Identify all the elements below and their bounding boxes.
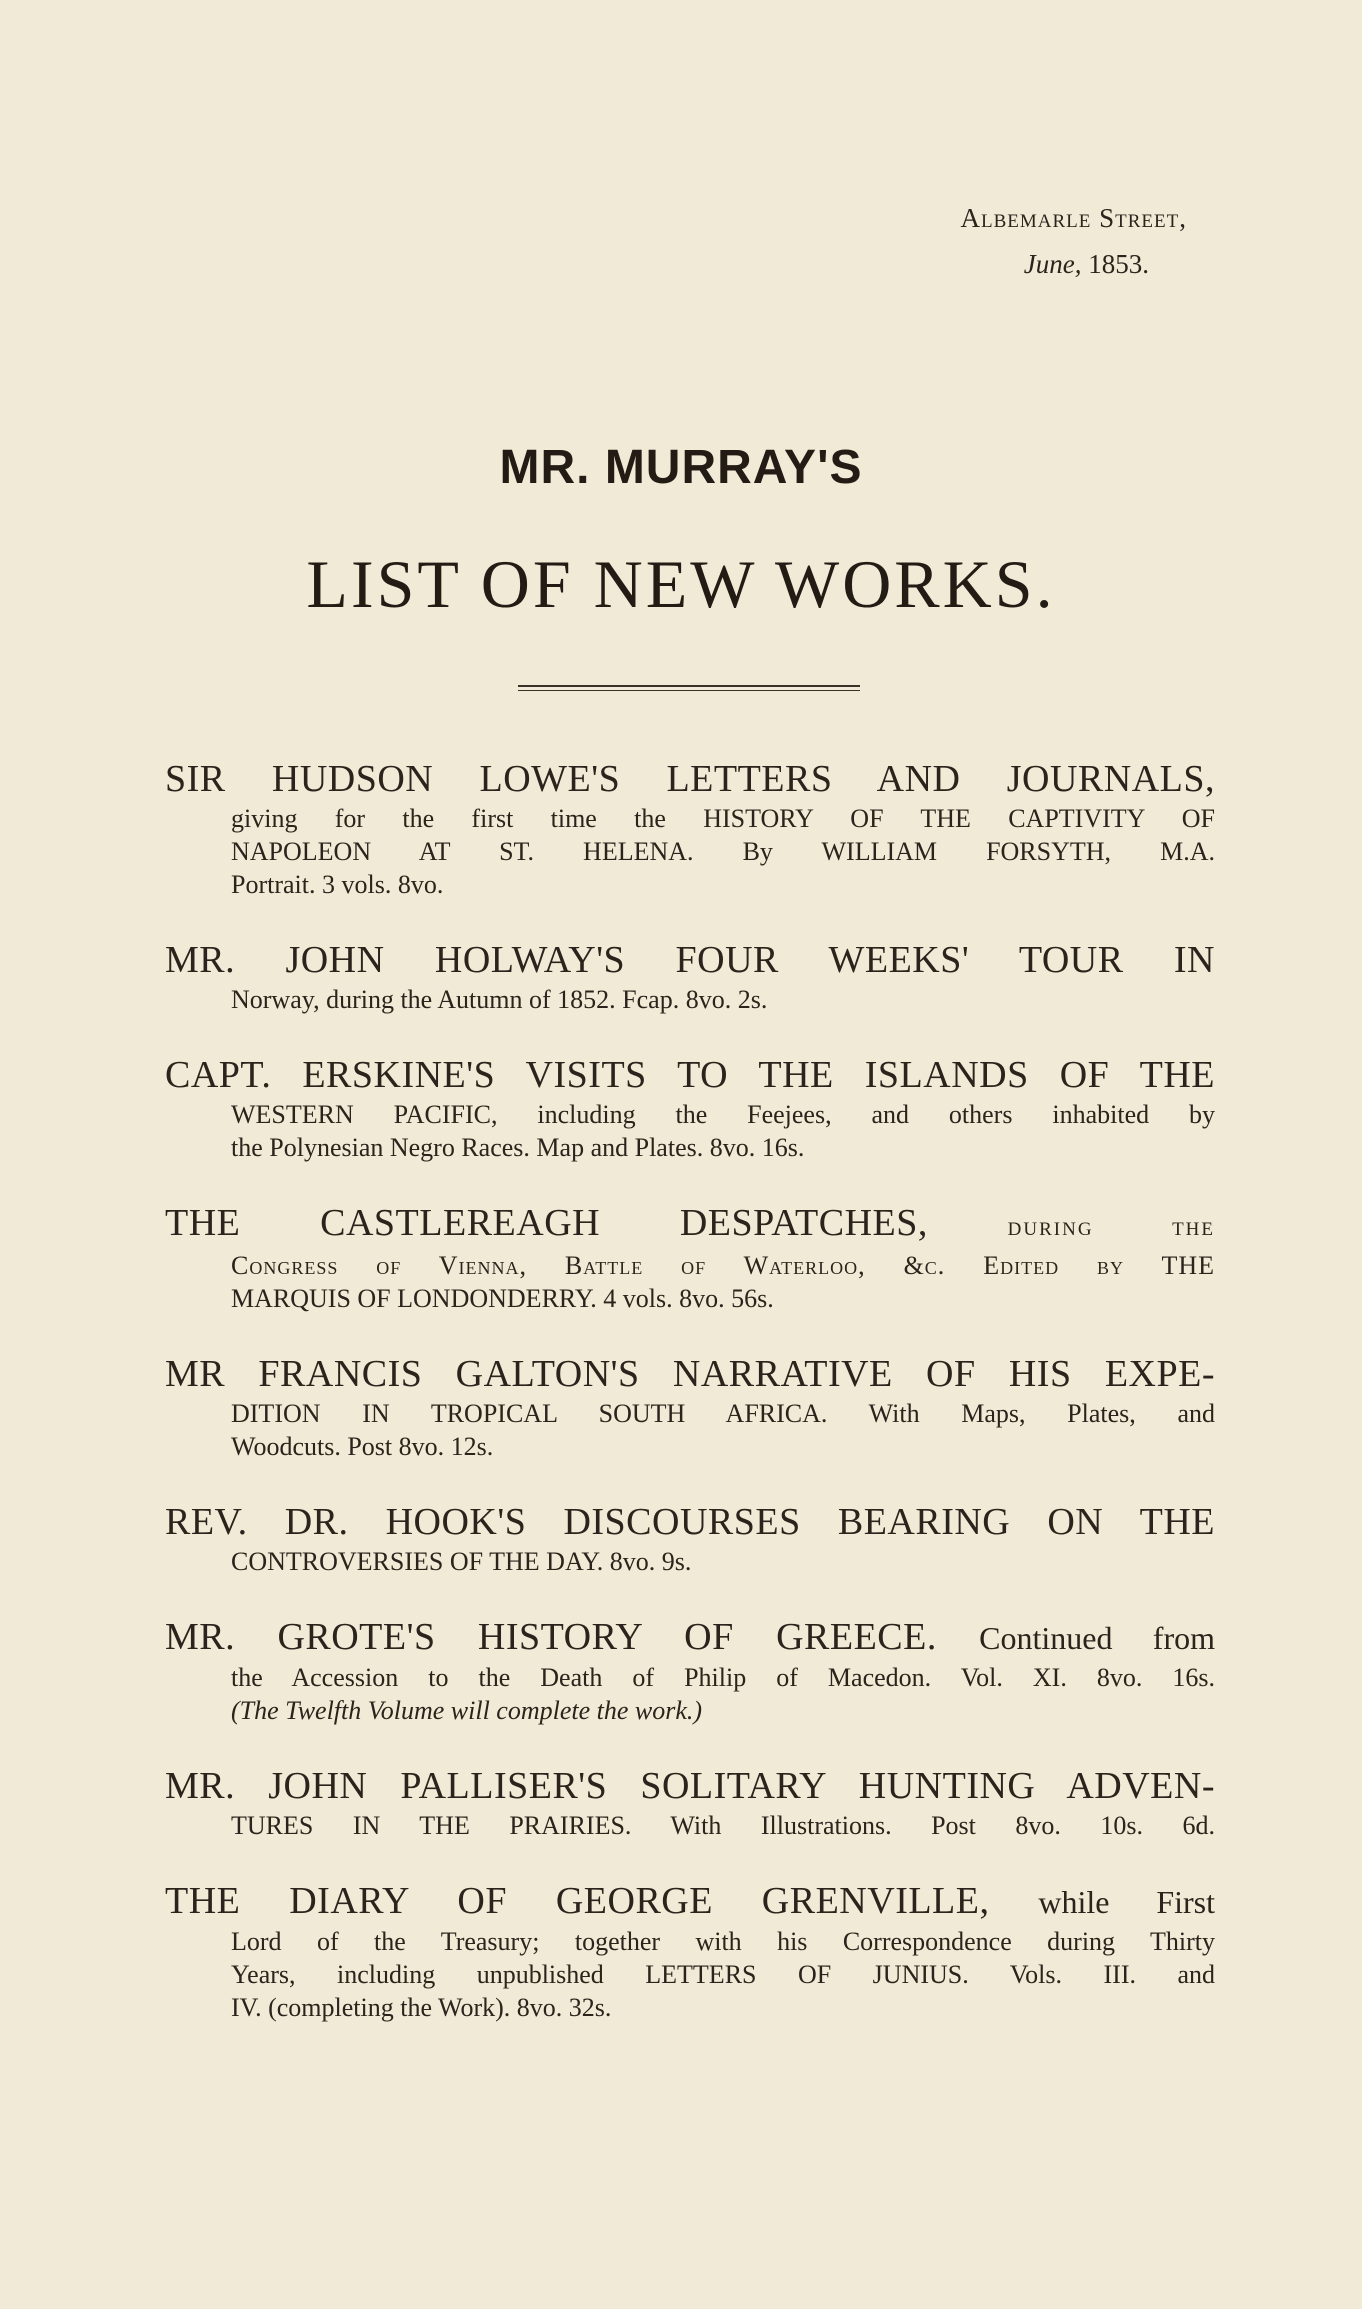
entry-line: Years, including unpublished LETTERS OF JUNIUS. Vols. III. and [231,1960,1215,1989]
entry-line [231,1694,1215,1727]
entry-heading-main: THE DIARY OF GEORGE GRENVILLE, [165,1880,990,1922]
list-item [165,1614,1215,1727]
entry-heading: CAPT. ERSKINE'S VISITS TO THE ISLANDS OF THE [165,1054,1215,1096]
address-year: 1853. [1088,249,1149,279]
list-item [165,756,1215,901]
publisher-title: MR. MURRAY'S [499,441,863,494]
entry-line: WESTERN PACIFIC, including the Feejees, and others inhabited by [231,1100,1215,1129]
list-item [165,1763,1215,1842]
entry-line: TURES IN THE PRAIRIES. With Illustrations. Post 8vo. 10s. 6d. [231,1811,1215,1840]
entry-heading: MR. JOHN PALLISER'S SOLITARY HUNTING ADVEN- [165,1765,1215,1807]
entry-line: Portrait. 3 vols. 8vo. [231,870,444,899]
entry-description [165,1925,1215,2024]
list-item [165,1878,1215,2024]
title-divider [518,685,860,691]
entry-line: MARQUIS OF LONDONDERRY. 4 vols. 8vo. 56s. [231,1284,774,1313]
entry-heading [165,1878,1215,1925]
entry-line: giving for the first time the HISTORY OF THE CAPTIVITY OF [231,804,1215,833]
entry-description [165,1809,1215,1842]
entry-heading-tail: Continued from [979,1620,1215,1656]
entry-description [165,1397,1215,1463]
entry-line: Lord of the Treasury; together with his Correspondence during Thirty [231,1927,1215,1956]
entry-heading-tail: while First [1038,1884,1216,1920]
entry-heading-tail: during the [1007,1211,1215,1241]
list-title: LIST OF NEW WORKS. [306,546,1056,622]
address-date [961,241,1188,287]
entry-heading: SIR HUDSON LOWE'S LETTERS AND JOURNALS, [165,758,1215,800]
list-item [165,1351,1215,1463]
entry-description [165,1098,1215,1164]
entry-line: DITION IN TROPICAL SOUTH AFRICA. With Maps, Plates, and [231,1399,1215,1428]
entry-heading: MR FRANCIS GALTON'S NARRATIVE OF HIS EXPE- [165,1353,1215,1395]
entry-line: NAPOLEON AT ST. HELENA. By WILLIAM FORSYTH, M.A. [231,837,1215,866]
entry-line: Woodcuts. Post 8vo. 12s. [231,1432,494,1461]
entry-line: Norway, during the Autumn of 1852. Fcap. 8vo. 2s. [231,985,768,1014]
entry-heading [165,1614,1215,1661]
entry-line: Congress of Vienna, Battle of Waterloo, &c. Edited by THE [231,1251,1215,1280]
address-month: June, [1023,249,1082,279]
works-list [165,756,1215,2060]
entry-note: (The Twelfth Volume will complete the work.) [231,1696,703,1725]
address-block [961,195,1188,287]
entry-heading-main: MR. GROTE'S HISTORY OF GREECE. [165,1616,937,1658]
address-street: Albemarle Street, [960,203,1187,233]
entry-line: CONTROVERSIES OF THE DAY. 8vo. 9s. [231,1547,692,1576]
entry-description [165,983,1215,1016]
list-item [165,1052,1215,1164]
entry-heading [165,1200,1215,1249]
entry-line: the Accession to the Death of Philip of Macedon. Vol. XI. 8vo. 16s. [231,1663,1215,1692]
entry-line: IV. (completing the Work). 8vo. 32s. [231,1993,612,2022]
entry-description [165,1545,1215,1578]
list-item [165,1200,1215,1315]
list-item [165,1499,1215,1578]
entry-description [165,1661,1215,1727]
entry-description [165,802,1215,901]
entry-description [165,1249,1215,1315]
entry-line: the Polynesian Negro Races. Map and Plates. 8vo. 16s. [231,1133,805,1162]
entry-heading: REV. DR. HOOK'S DISCOURSES BEARING ON THE [165,1501,1215,1543]
entry-heading-main: THE CASTLEREAGH DESPATCHES, [165,1202,928,1244]
list-item [165,937,1215,1016]
entry-heading: MR. JOHN HOLWAY'S FOUR WEEKS' TOUR IN [165,939,1215,981]
